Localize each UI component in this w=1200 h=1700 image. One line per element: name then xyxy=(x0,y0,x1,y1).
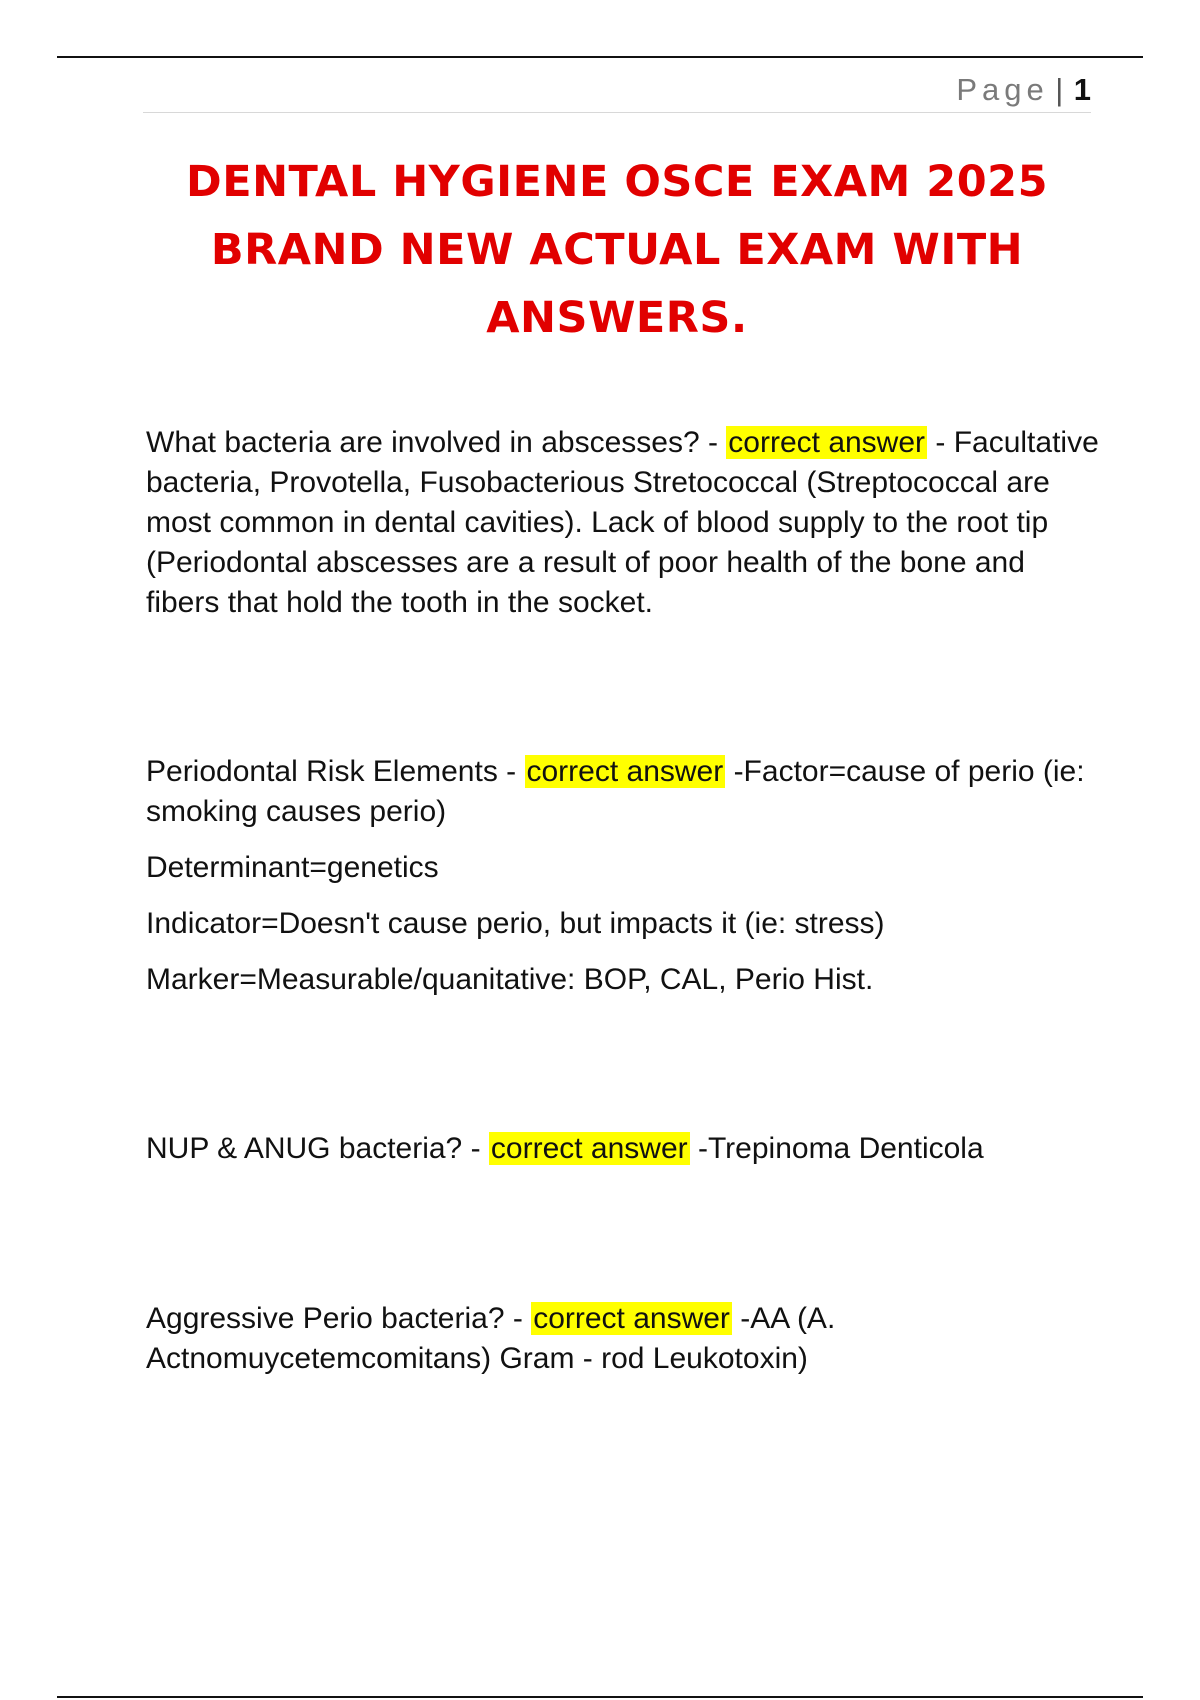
answer-line-determinant: Determinant=genetics xyxy=(146,851,439,884)
title-line-3: ANSWERS. xyxy=(486,293,748,343)
answer-text: -Trepinoma Denticola xyxy=(689,1132,984,1165)
document-title xyxy=(143,148,1091,352)
correct-answer-highlight: correct answer xyxy=(533,1302,730,1335)
question-text: Aggressive Perio bacteria? - xyxy=(146,1302,532,1335)
top-rule xyxy=(57,56,1143,58)
answer-line-indicator: Indicator=Doesn't cause perio, but impacts it (ie: stress) xyxy=(146,907,885,940)
page-label: Page xyxy=(956,72,1049,107)
title-line-2: BRAND NEW ACTUAL EXAM WITH xyxy=(210,225,1024,275)
page-header xyxy=(143,68,1091,113)
qa-text xyxy=(146,1299,906,1379)
question-text: What bacteria are involved in abscesses? - xyxy=(146,426,727,459)
qa-text xyxy=(146,1129,1101,1169)
answer-text: - Facultative bacteria, Provotella, Fusobacterious Stretococcal (Streptococcal are most common in dental cavities). Lack of blood supply to the root tip (Periodontal abscesses are a result of poor health of the bone and fibers that hold the tooth in the socket. xyxy=(146,426,1099,619)
title-line-1: DENTAL HYGIENE OSCE EXAM 2025 xyxy=(186,157,1048,207)
qa-item-nup-anug xyxy=(146,1129,1101,1169)
correct-answer-highlight: correct answer xyxy=(526,755,724,788)
qa-item-abscess-bacteria xyxy=(146,423,1101,623)
page-number: 1 xyxy=(1073,72,1091,107)
qa-item-periodontal-risk xyxy=(146,752,1101,1000)
qa-text xyxy=(146,752,1101,832)
page-separator: | xyxy=(1055,72,1064,107)
bottom-rule xyxy=(57,1696,1143,1698)
qa-item-aggressive-perio xyxy=(146,1299,906,1379)
answer-text: -Factor=cause of perio (ie: smoking causes perio) xyxy=(146,755,1085,828)
answer-line-marker: Marker=Measurable/quanitative: BOP, CAL, Perio Hist. xyxy=(146,963,874,996)
question-text: NUP & ANUG bacteria? - xyxy=(146,1132,489,1165)
qa-text xyxy=(146,423,1101,623)
correct-answer-highlight: correct answer xyxy=(490,1132,688,1165)
answer-text: -AA (A. Actnomuycetemcomitans) Gram - rod Leukotoxin) xyxy=(146,1302,836,1375)
question-text: Periodontal Risk Elements - xyxy=(146,755,525,788)
correct-answer-highlight: correct answer xyxy=(728,426,926,459)
